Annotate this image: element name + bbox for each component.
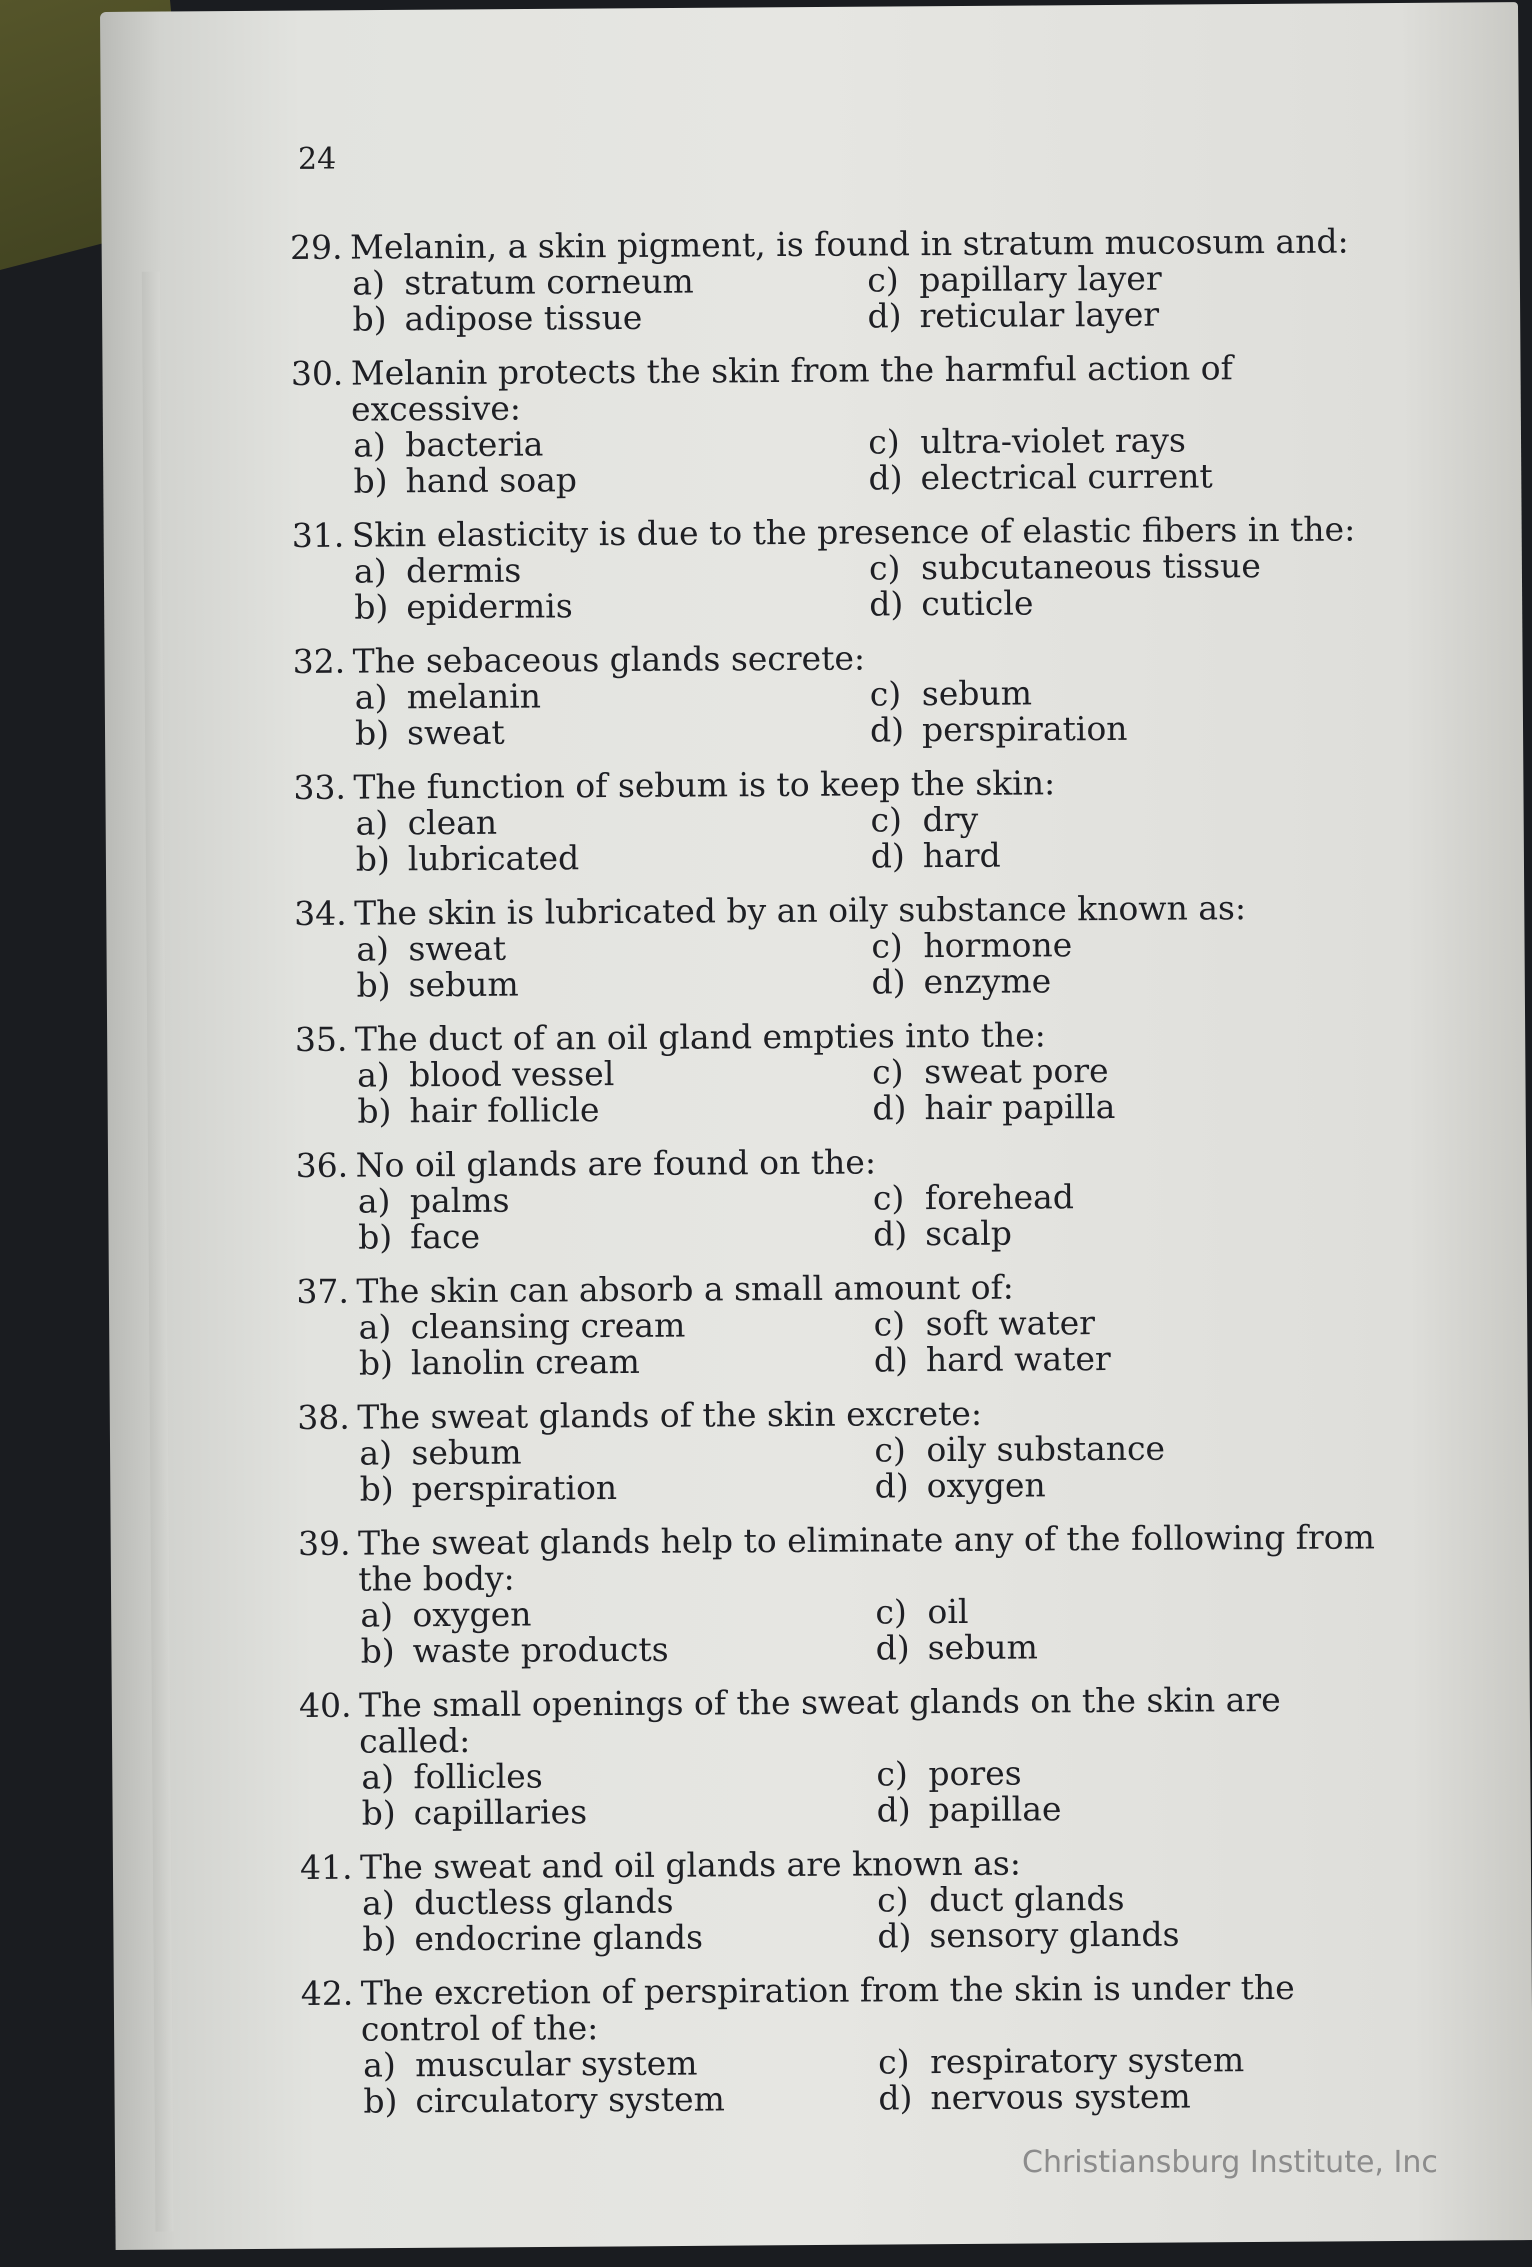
option-text: sebum	[408, 964, 519, 1005]
answer-options	[358, 1177, 1376, 1255]
option-letter: a)	[359, 1433, 393, 1473]
option-text: reticular layer	[919, 294, 1160, 336]
answer-option	[875, 1591, 1375, 1630]
option-letter: b)	[363, 2081, 398, 2121]
question-number: 38.	[297, 1397, 350, 1437]
question-32	[293, 637, 1374, 752]
option-letter: a)	[362, 1883, 395, 1923]
option-text: capillaries	[413, 1792, 588, 1833]
answer-option	[357, 1054, 872, 1093]
option-letter: d)	[869, 584, 904, 624]
option-letter: d)	[872, 1088, 907, 1128]
option-letter: c)	[876, 1754, 908, 1794]
option-letter: a)	[360, 1595, 394, 1635]
option-text: oxygen	[926, 1465, 1046, 1506]
option-text: sebum	[921, 673, 1033, 714]
question-number: 39.	[297, 1523, 351, 1563]
question-number: 30.	[290, 353, 344, 393]
question-number: 41.	[299, 1847, 353, 1887]
option-text: circulatory system	[415, 2079, 725, 2121]
answer-options	[354, 547, 1372, 625]
answer-option	[877, 1879, 1377, 1918]
option-text: respiratory system	[930, 2040, 1245, 2082]
question-number: 35.	[294, 1019, 348, 1059]
option-text: bacteria	[405, 424, 544, 465]
option-letter: a)	[353, 551, 387, 591]
question-number: 32.	[292, 641, 346, 681]
answer-option	[352, 298, 867, 337]
question-number: 40.	[298, 1685, 352, 1725]
question-29	[290, 223, 1371, 338]
answer-option	[357, 964, 872, 1003]
option-text: melanin	[406, 676, 542, 717]
option-letter: c)	[867, 260, 899, 300]
option-letter: d)	[871, 962, 906, 1002]
answer-option	[356, 802, 871, 841]
question-text: The sweat and oil glands are known as:	[359, 1843, 1021, 1887]
option-text: sensory glands	[929, 1914, 1180, 1956]
option-text: endocrine glands	[414, 1917, 704, 1959]
option-text: hard	[922, 835, 1001, 876]
question-33	[293, 763, 1374, 878]
option-text: scalp	[925, 1213, 1013, 1254]
question-text: Melanin, a skin pigment, is found in stratum mucosum and:	[349, 221, 1349, 267]
option-letter: a)	[355, 803, 389, 843]
answer-option	[870, 673, 1370, 712]
option-text: blood vessel	[409, 1054, 615, 1095]
option-text: ultra-violet rays	[920, 420, 1187, 462]
option-text: stratum corneum	[404, 261, 694, 303]
option-letter: a)	[353, 425, 386, 465]
option-text: palms	[409, 1180, 510, 1221]
question-text: The small openings of the sweat glands on the skin are called:	[358, 1679, 1281, 1761]
question-41	[300, 1843, 1381, 1958]
option-letter: d)	[870, 836, 905, 876]
question-31	[292, 511, 1373, 626]
question-37	[296, 1267, 1377, 1382]
answer-option	[360, 1468, 875, 1507]
option-letter: c)	[870, 800, 903, 840]
option-letter: b)	[357, 1091, 392, 1131]
option-letter: b)	[358, 1217, 393, 1257]
answer-options	[356, 799, 1374, 877]
question-30	[291, 349, 1372, 500]
page-edge-shadow	[142, 272, 174, 2232]
option-letter: b)	[359, 1469, 394, 1509]
answer-option	[353, 460, 868, 499]
question-text: The skin can absorb a small amount of:	[356, 1267, 1014, 1311]
answer-option	[874, 1429, 1374, 1468]
option-letter: c)	[869, 674, 902, 714]
option-text: sweat	[406, 712, 505, 753]
answer-option	[867, 295, 1367, 334]
answer-option	[354, 550, 869, 589]
answer-option	[875, 1465, 1375, 1504]
option-text: face	[410, 1216, 481, 1257]
option-text: oil	[927, 1591, 969, 1632]
answer-option	[878, 2041, 1378, 2080]
option-text: hair papilla	[924, 1086, 1116, 1128]
answer-option	[877, 1789, 1377, 1828]
option-text: follicles	[413, 1756, 543, 1797]
page-number: 24	[298, 142, 337, 177]
option-letter: d)	[867, 296, 902, 336]
answer-options	[352, 259, 1370, 337]
answer-options	[355, 673, 1373, 751]
answer-options	[361, 1753, 1379, 1831]
answer-option	[873, 1177, 1373, 1216]
question-stem	[301, 1969, 1381, 2048]
question-stem	[299, 1681, 1379, 1760]
answer-option	[352, 262, 867, 301]
question-text: The skin is lubricated by an oily substance known as:	[354, 888, 1247, 933]
question-number: 36.	[295, 1145, 349, 1185]
option-text: soft water	[925, 1303, 1096, 1344]
option-letter: c)	[874, 1430, 906, 1470]
answer-option	[871, 835, 1371, 874]
option-text: oily substance	[926, 1428, 1166, 1470]
answer-option	[357, 1090, 872, 1129]
answer-option	[359, 1432, 874, 1471]
answer-options	[357, 1051, 1375, 1129]
option-text: hard water	[925, 1339, 1111, 1380]
answer-option	[362, 1918, 877, 1957]
option-text: cleansing cream	[410, 1305, 686, 1347]
option-text: nervous system	[930, 2076, 1191, 2118]
answer-option	[353, 424, 868, 463]
answer-option	[878, 2077, 1378, 2116]
question-text: The sweat glands help to eliminate any of the following from the body:	[357, 1517, 1376, 1599]
option-letter: c)	[877, 1880, 909, 1920]
option-letter: d)	[878, 2078, 913, 2118]
answer-option	[362, 1882, 877, 1921]
answer-option	[359, 1306, 874, 1345]
option-letter: b)	[360, 1631, 395, 1671]
option-letter: d)	[875, 1628, 910, 1668]
option-letter: a)	[354, 677, 388, 717]
watermark: Christiansburg Institute, Inc	[1022, 2145, 1438, 2180]
option-text: hair follicle	[409, 1090, 600, 1131]
option-letter: a)	[356, 929, 390, 969]
answer-options	[362, 1879, 1380, 1957]
answer-option	[363, 2044, 878, 2083]
answer-options	[363, 2041, 1381, 2119]
answer-option	[355, 712, 870, 751]
option-text: subcutaneous tissue	[920, 546, 1261, 588]
option-text: electrical current	[920, 456, 1213, 498]
question-number: 29.	[289, 227, 343, 267]
option-letter: b)	[353, 461, 388, 501]
answer-option	[876, 1753, 1376, 1792]
option-text: duct glands	[929, 1878, 1125, 1920]
option-text: lanolin cream	[410, 1341, 641, 1383]
option-text: sweat pore	[924, 1051, 1109, 1092]
question-number: 42.	[300, 1973, 354, 2013]
option-text: hand soap	[405, 460, 578, 501]
option-letter: b)	[361, 1793, 396, 1833]
option-text: muscular system	[415, 2043, 698, 2085]
question-text: No oil glands are found on the:	[355, 1142, 877, 1185]
option-letter: d)	[874, 1466, 909, 1506]
option-letter: c)	[872, 1052, 904, 1092]
answer-options	[360, 1591, 1378, 1669]
option-text: cuticle	[921, 583, 1034, 624]
option-letter: b)	[362, 1919, 397, 1959]
question-text: Skin elasticity is due to the presence of elastic fibers in the:	[351, 509, 1356, 555]
answer-options	[359, 1429, 1377, 1507]
answer-options	[353, 421, 1371, 499]
question-text: The sebaceous glands secrete:	[352, 638, 866, 681]
option-text: papillae	[928, 1789, 1062, 1830]
option-text: perspiration	[921, 708, 1128, 750]
option-letter: c)	[868, 422, 900, 462]
answer-option	[360, 1594, 875, 1633]
option-letter: c)	[878, 2042, 910, 2082]
option-letter: d)	[877, 1916, 912, 1956]
answer-option	[876, 1627, 1376, 1666]
option-letter: a)	[352, 263, 386, 303]
answer-option	[868, 421, 1368, 460]
option-text: forehead	[924, 1177, 1075, 1218]
answer-option	[355, 676, 870, 715]
option-text: oxygen	[412, 1594, 532, 1635]
question-stem	[291, 349, 1371, 428]
answer-option	[871, 925, 1371, 964]
option-text: sweat	[408, 928, 507, 969]
answer-options	[356, 925, 1374, 1003]
option-letter: a)	[357, 1181, 391, 1221]
answer-option	[361, 1756, 876, 1795]
answer-option	[354, 586, 869, 625]
answer-option	[872, 1051, 1372, 1090]
option-letter: c)	[871, 926, 903, 966]
option-text: clean	[407, 802, 498, 843]
option-text: lubricated	[407, 838, 580, 879]
answer-option	[869, 583, 1369, 622]
answer-option	[874, 1339, 1374, 1378]
answer-option	[359, 1342, 874, 1381]
option-letter: a)	[357, 1055, 390, 1095]
option-text: papillary layer	[919, 258, 1162, 300]
answer-option	[868, 457, 1368, 496]
option-text: enzyme	[923, 961, 1052, 1002]
question-number: 31.	[291, 515, 345, 555]
question-42	[301, 1969, 1382, 2120]
option-letter: a)	[358, 1307, 392, 1347]
option-text: adipose tissue	[404, 297, 643, 339]
option-letter: c)	[873, 1304, 906, 1344]
option-text: pores	[928, 1753, 1022, 1794]
option-text: sebum	[927, 1627, 1038, 1668]
answer-option	[362, 1792, 877, 1831]
answer-option	[361, 1630, 876, 1669]
question-text: The sweat glands of the skin excrete:	[357, 1393, 983, 1437]
question-text: The excretion of perspiration from the skin is under the control of the:	[360, 1967, 1295, 2049]
question-number: 37.	[296, 1271, 350, 1311]
answer-option	[877, 1915, 1377, 1954]
option-letter: b)	[356, 965, 391, 1005]
question-40	[299, 1681, 1380, 1832]
option-letter: b)	[354, 587, 389, 627]
answer-option	[871, 799, 1371, 838]
option-letter: c)	[872, 1178, 905, 1218]
answer-option	[358, 1216, 873, 1255]
answer-option	[871, 961, 1371, 1000]
option-text: waste products	[412, 1629, 669, 1671]
question-text: Melanin protects the skin from the harmful action of excessive:	[350, 348, 1233, 429]
option-letter: b)	[355, 839, 390, 879]
answer-option	[867, 259, 1367, 298]
option-text: epidermis	[406, 586, 573, 627]
option-letter: b)	[352, 299, 387, 339]
question-text: The duct of an oil gland empties into the:	[354, 1015, 1046, 1059]
question-39	[298, 1519, 1379, 1670]
question-34	[294, 889, 1375, 1004]
answer-options	[359, 1303, 1377, 1381]
option-letter: b)	[354, 713, 390, 753]
answer-option	[356, 928, 871, 967]
answer-option	[872, 1087, 1372, 1126]
option-text: hormone	[923, 925, 1073, 966]
option-text: sebum	[411, 1432, 522, 1473]
answer-option	[869, 547, 1369, 586]
option-letter: d)	[873, 1340, 909, 1380]
option-letter: b)	[358, 1343, 394, 1383]
question-38	[297, 1393, 1378, 1508]
option-letter: c)	[875, 1592, 907, 1632]
option-letter: d)	[876, 1790, 911, 1830]
question-35	[295, 1015, 1376, 1130]
question-36	[296, 1141, 1377, 1256]
option-letter: d)	[868, 458, 903, 498]
question-list	[290, 223, 1382, 2138]
answer-option	[363, 2080, 878, 2119]
option-text: perspiration	[411, 1468, 618, 1509]
option-text: ductless glands	[414, 1881, 674, 1923]
option-letter: a)	[361, 1757, 395, 1797]
option-letter: a)	[363, 2045, 396, 2085]
option-letter: d)	[869, 710, 905, 750]
question-number: 34.	[294, 893, 347, 933]
question-text: The function of sebum is to keep the skin:	[353, 763, 1056, 807]
option-text: dermis	[405, 550, 522, 591]
option-letter: d)	[873, 1214, 908, 1254]
question-number: 33.	[293, 767, 347, 807]
answer-option	[358, 1180, 873, 1219]
answer-option	[873, 1213, 1373, 1252]
option-letter: c)	[868, 548, 901, 588]
answer-option	[870, 709, 1370, 748]
answer-option	[874, 1303, 1374, 1342]
answer-option	[356, 838, 871, 877]
question-stem	[298, 1519, 1378, 1598]
option-text: dry	[922, 799, 979, 840]
